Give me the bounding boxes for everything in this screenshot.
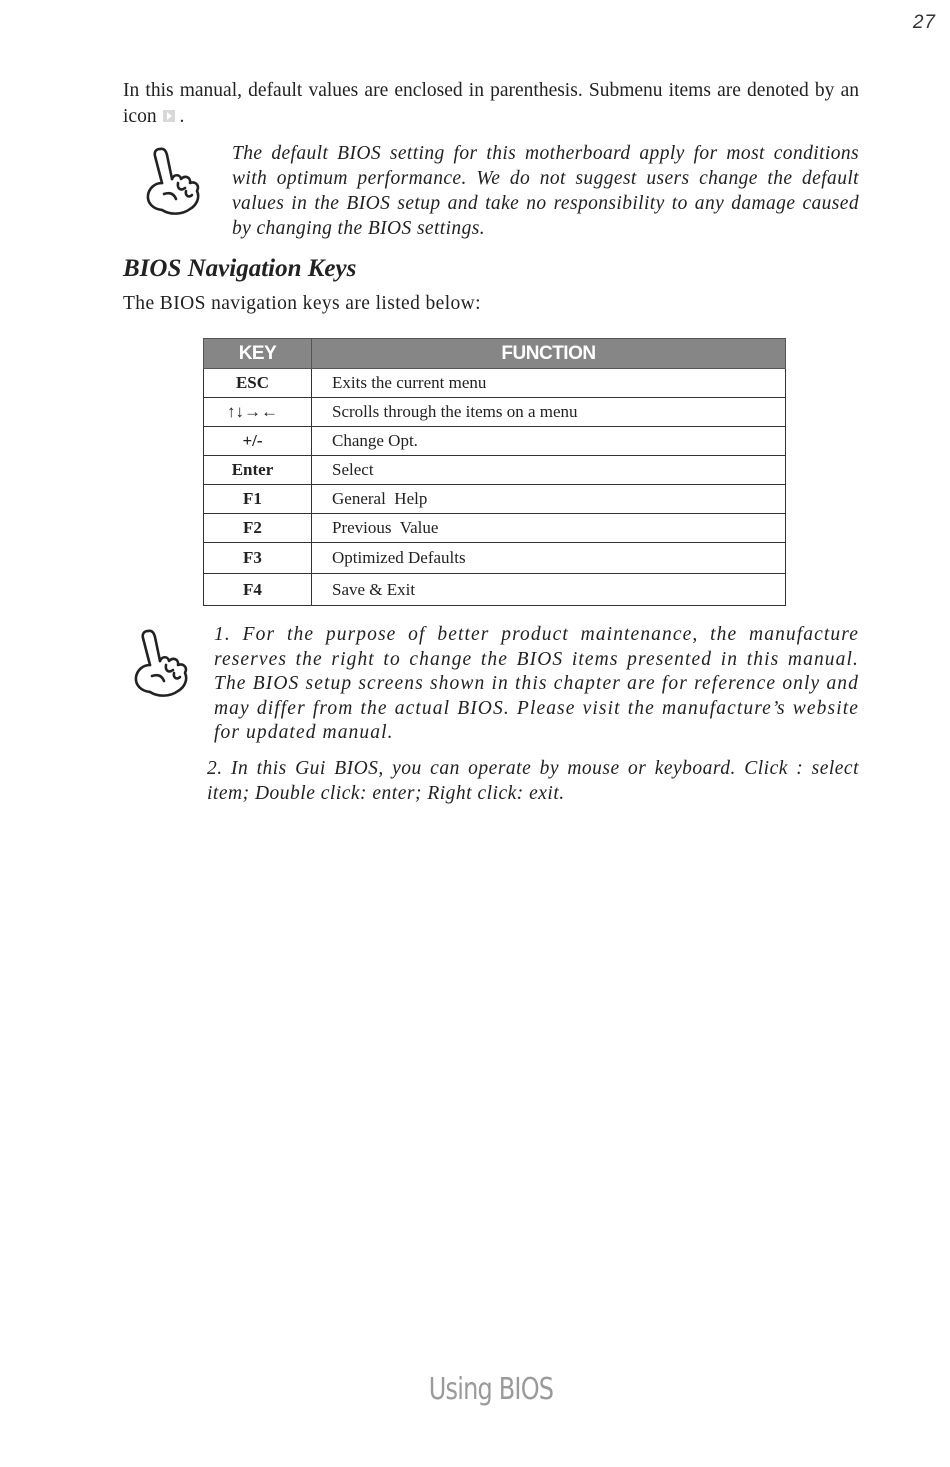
- key-cell: F2: [204, 514, 312, 543]
- function-cell: Save & Exit: [312, 574, 786, 606]
- key-cell: F1: [204, 485, 312, 514]
- section-intro: The BIOS navigation keys are listed below:: [123, 293, 481, 314]
- gui-bios-note: 2. In this Gui BIOS, you can operate by mouse or keyboard. Click : select item; Double click: enter; Right click: exit.: [207, 758, 859, 804]
- intro-period: .: [179, 106, 185, 127]
- table-row: [204, 574, 786, 606]
- table-row: [204, 369, 786, 398]
- default-settings-note: The default BIOS setting for this motherboard apply for most conditions with optimum performance. We do not suggest users change the default values in the BIOS setup and take no responsibility to any damage caused by changing the BIOS settings.: [232, 143, 859, 239]
- table-row: [204, 398, 786, 427]
- function-cell: Select: [312, 456, 786, 485]
- table-header-row: [204, 339, 786, 369]
- pointing-hand-icon: [128, 625, 194, 703]
- table-row: [204, 485, 786, 514]
- table-row: [204, 456, 786, 485]
- key-cell: +/-: [204, 427, 312, 456]
- navigation-keys-table: [203, 338, 786, 606]
- intro-paragraph: [123, 78, 859, 130]
- key-column-header: KEY: [204, 339, 312, 369]
- key-cell: F4: [204, 574, 312, 606]
- footer-chapter-title: Using BIOS: [428, 1372, 554, 1407]
- function-cell: General Help: [312, 485, 786, 514]
- table-row: [204, 427, 786, 456]
- table-row: [204, 514, 786, 543]
- intro-text: In this manual, default values are enclosed in parenthesis. Submenu items are denoted by an icon: [123, 80, 859, 127]
- submenu-triangle-icon: [163, 110, 175, 122]
- section-title: BIOS Navigation Keys: [123, 255, 357, 282]
- function-cell: Previous Value: [312, 514, 786, 543]
- key-cell: Enter: [204, 456, 312, 485]
- page-number: 27: [912, 12, 936, 33]
- function-column-header: FUNCTION: [312, 339, 786, 369]
- function-cell: Optimized Defaults: [312, 543, 786, 574]
- key-cell: ESC: [204, 369, 312, 398]
- key-cell: ↑↓→←: [204, 398, 312, 427]
- function-cell: Scrolls through the items on a menu: [312, 398, 786, 427]
- function-cell: Exits the current menu: [312, 369, 786, 398]
- pointing-hand-icon: [140, 143, 206, 221]
- table-row: [204, 543, 786, 574]
- key-cell: F3: [204, 543, 312, 574]
- function-cell: Change Opt.: [312, 427, 786, 456]
- maintenance-note: 1. For the purpose of better product maintenance, the manufacture reserves the right to change the BIOS items presented in this manual. The BIOS setup screens shown in this chapter are for reference only and may differ from the actual BIOS. Please visit the manufacture’s website for updated manual.: [214, 624, 859, 743]
